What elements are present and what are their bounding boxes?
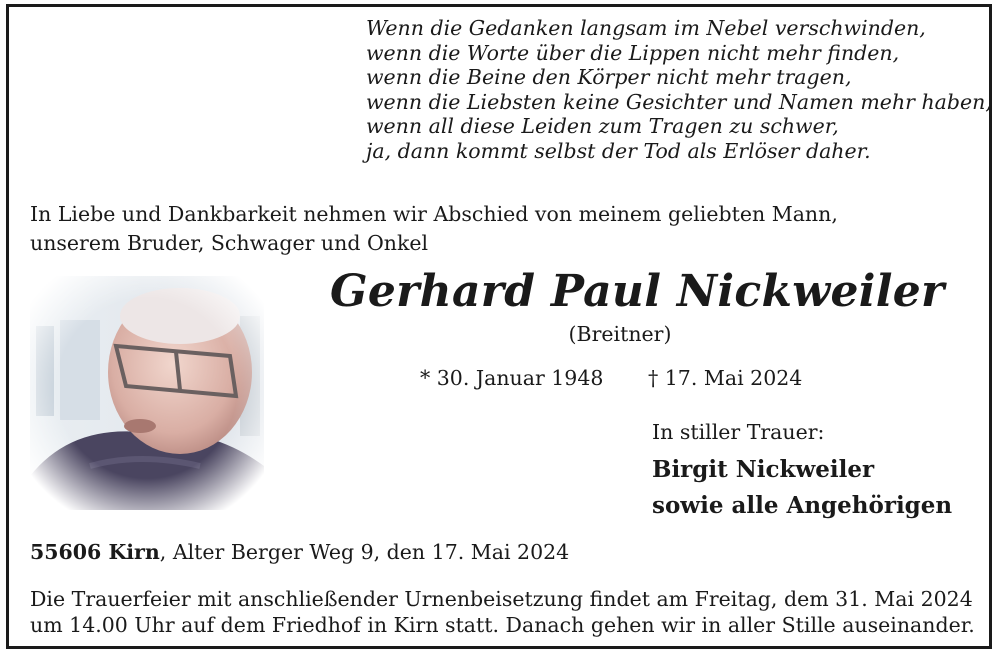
mourners-list: [652, 452, 952, 524]
poem-line: ja, dann kommt selbst der Tod als Erlöser daher.: [366, 138, 871, 163]
ceremony-text: [30, 586, 980, 638]
intro-line: unserem Bruder, Schwager und Onkel: [30, 231, 429, 255]
poem: [366, 16, 992, 164]
mourner-name: Birgit Nickweiler: [652, 456, 875, 483]
poem-line: wenn die Beine den Körper nicht mehr tragen,: [366, 65, 852, 90]
deceased-name: Gerhard Paul Nickweiler: [330, 266, 945, 317]
ceremony-line: Die Trauerfeier mit anschließender Urnenbeisetzung findet am Freitag, dem 31. Mai 2024: [30, 587, 973, 611]
poem-line: wenn die Liebsten keine Gesichter und Namen mehr haben,: [366, 89, 992, 114]
ceremony-line: um 14.00 Uhr auf dem Friedhof in Kirn statt. Danach gehen wir in aller Stille auseinander.: [30, 613, 975, 637]
life-dates: [420, 366, 802, 390]
poem-line: wenn all diese Leiden zum Tragen zu schwer,: [366, 114, 839, 139]
poem-line: Wenn die Gedanken langsam im Nebel verschwinden,: [366, 16, 926, 40]
birth-name: (Breitner): [568, 322, 672, 346]
poem-line: wenn die Worte über die Lippen nicht mehr finden,: [366, 40, 900, 65]
intro-line: In Liebe und Dankbarkeit nehmen wir Abschied von meinem geliebten Mann,: [30, 202, 838, 226]
address-line: [30, 540, 569, 564]
birth-date: * 30. Januar 1948: [420, 366, 604, 390]
address-rest: , Alter Berger Weg 9, den 17. Mai 2024: [159, 540, 570, 564]
mourner-name: sowie alle Angehörigen: [652, 492, 953, 519]
mourning-label: In stiller Trauer:: [652, 420, 825, 444]
portrait-photo: [30, 276, 264, 510]
intro-text: [30, 200, 980, 258]
address-city: 55606 Kirn: [30, 540, 160, 564]
death-date: † 17. Mai 2024: [647, 366, 803, 390]
